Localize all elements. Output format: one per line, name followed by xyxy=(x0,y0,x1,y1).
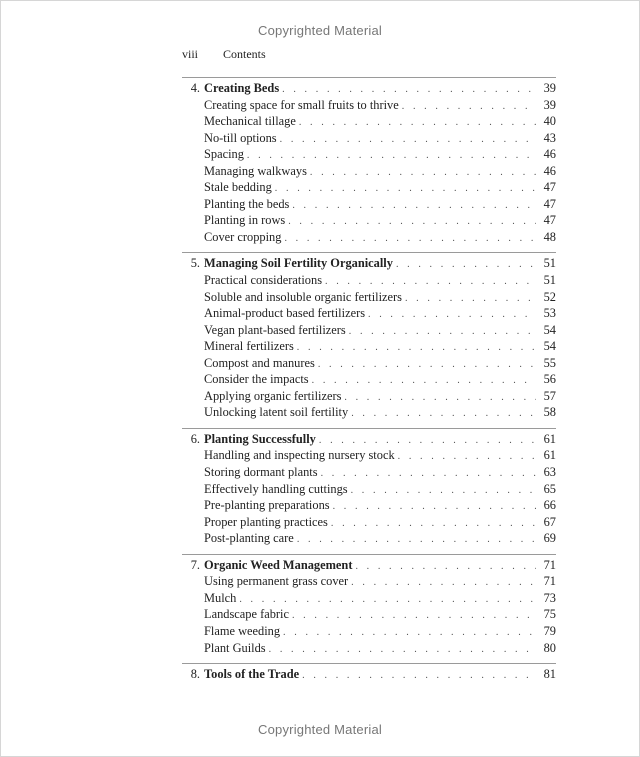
section-title: Post-planting care xyxy=(204,531,294,546)
dot-leader xyxy=(284,233,536,244)
section-title: Creating space for small fruits to thrive xyxy=(204,97,399,112)
page-folio: viii xyxy=(182,47,199,61)
dot-leader xyxy=(292,200,536,211)
dot-leader xyxy=(368,309,536,320)
chapter-number: 5. xyxy=(190,256,200,271)
dot-leader xyxy=(318,359,536,370)
dot-leader xyxy=(319,435,536,446)
toc-chapter-entry[interactable] xyxy=(182,256,556,273)
chapter-page-number: 39 xyxy=(543,81,556,95)
section-title: Mineral fertilizers xyxy=(204,339,294,354)
section-title: Soluble and insoluble organic fertilizers xyxy=(204,289,402,304)
toc-chapter xyxy=(182,252,556,427)
section-page-number: 63 xyxy=(543,465,556,480)
dot-leader xyxy=(275,183,536,194)
chapter-page-number: 51 xyxy=(543,256,556,271)
dot-leader xyxy=(302,670,536,681)
toc-chapter-entry[interactable] xyxy=(182,432,556,449)
chapter-page-number: 71 xyxy=(543,557,556,572)
toc-section-entry[interactable] xyxy=(182,339,556,356)
section-page-number: 51 xyxy=(543,273,556,288)
section-page-number: 47 xyxy=(543,180,556,195)
section-page-number: 47 xyxy=(543,196,556,211)
toc-chapter-entry[interactable] xyxy=(182,558,556,575)
dot-leader xyxy=(292,610,536,621)
section-page-number: 56 xyxy=(543,372,556,387)
section-title: Landscape fabric xyxy=(204,607,289,622)
watermark-top: Copyrighted Material xyxy=(258,23,382,38)
chapter-title: Tools of the Trade xyxy=(204,667,300,682)
chapter-title: Organic Weed Management xyxy=(204,557,353,572)
section-page-number: 79 xyxy=(543,623,556,638)
dot-leader xyxy=(331,518,536,529)
chapter-title: Planting Successfully xyxy=(204,431,316,446)
dot-leader xyxy=(351,577,536,588)
section-title: Planting the beds xyxy=(204,196,290,211)
dot-leader xyxy=(344,392,536,403)
section-page-number: 71 xyxy=(543,574,556,589)
chapter-title: Managing Soil Fertility Organically xyxy=(204,256,393,271)
section-title: Pre-planting preparations xyxy=(204,498,330,513)
section-page-number: 40 xyxy=(543,114,556,129)
dot-leader xyxy=(280,134,536,145)
section-page-number: 54 xyxy=(543,322,556,337)
chapter-number: 8. xyxy=(190,667,200,682)
toc-section-entry[interactable] xyxy=(182,591,556,608)
toc-section-entry[interactable] xyxy=(182,356,556,373)
chapter-number: 6. xyxy=(190,431,200,446)
toc-section-entry[interactable] xyxy=(182,290,556,307)
section-title: No-till options xyxy=(204,130,277,145)
dot-leader xyxy=(269,644,536,655)
section-page-number: 53 xyxy=(543,306,556,321)
dot-leader xyxy=(297,534,536,545)
section-title: Flame weeding xyxy=(204,623,281,638)
section-title: Effectively handling cuttings xyxy=(204,481,348,496)
dot-leader xyxy=(297,342,536,353)
toc-section-entry[interactable] xyxy=(182,465,556,482)
section-page-number: 65 xyxy=(543,481,556,496)
section-page-number: 57 xyxy=(543,388,556,403)
dot-leader xyxy=(402,101,536,112)
dot-leader xyxy=(282,84,536,95)
section-title: Stale bedding xyxy=(204,180,272,195)
toc-section-entry[interactable] xyxy=(182,482,556,499)
toc-section-entry[interactable] xyxy=(182,624,556,641)
section-title: Spacing xyxy=(204,147,244,162)
dot-leader xyxy=(299,117,536,128)
dot-leader xyxy=(283,627,536,638)
toc-section-entry[interactable] xyxy=(182,230,556,247)
dot-leader xyxy=(405,293,536,304)
section-page-number: 46 xyxy=(543,147,556,162)
toc-section-entry[interactable] xyxy=(182,114,556,131)
section-title: Applying organic fertilizers xyxy=(204,388,342,403)
chapter-number: 7. xyxy=(190,557,200,572)
toc-section-entry[interactable] xyxy=(182,515,556,532)
section-page-number: 39 xyxy=(543,97,556,112)
section-title: Practical considerations xyxy=(204,273,323,288)
toc-chapter-entry[interactable] xyxy=(182,81,556,98)
watermark-bottom: Copyrighted Material xyxy=(258,722,382,737)
toc-section-entry[interactable] xyxy=(182,180,556,197)
section-title: Mechanical tillage xyxy=(204,114,296,129)
section-page-number: 69 xyxy=(543,531,556,546)
section-page-number: 46 xyxy=(543,163,556,178)
toc-section-entry[interactable] xyxy=(182,389,556,406)
toc-section-entry[interactable] xyxy=(182,574,556,591)
section-page-number: 58 xyxy=(543,405,556,420)
section-title: Using permanent grass cover xyxy=(204,574,349,589)
running-head xyxy=(182,47,266,62)
toc-section-entry[interactable] xyxy=(182,147,556,164)
dot-leader xyxy=(351,485,536,496)
section-title: Unlocking latent soil fertility xyxy=(204,405,349,420)
section-page-number: 54 xyxy=(543,339,556,354)
dot-leader xyxy=(239,594,536,605)
toc-section-entry[interactable] xyxy=(182,213,556,230)
section-page-number: 48 xyxy=(543,229,556,244)
dot-leader xyxy=(312,375,536,386)
toc-chapter-entry[interactable] xyxy=(182,667,556,684)
section-title: Planting in rows xyxy=(204,213,286,228)
section-title: Handling and inspecting nursery stock xyxy=(204,448,395,463)
toc-section-entry[interactable] xyxy=(182,372,556,389)
section-page-number: 43 xyxy=(543,130,556,145)
section-title: Plant Guilds xyxy=(204,640,266,655)
section-page-number: 52 xyxy=(543,289,556,304)
section-title: Cover cropping xyxy=(204,229,282,244)
dot-leader xyxy=(396,259,536,270)
toc-chapter xyxy=(182,428,556,554)
chapter-page-number: 61 xyxy=(543,431,556,446)
dot-leader xyxy=(325,276,536,287)
section-page-number: 66 xyxy=(543,498,556,513)
toc-section-entry[interactable] xyxy=(182,405,556,422)
toc-chapter xyxy=(182,663,556,690)
dot-leader xyxy=(355,561,536,572)
section-page-number: 47 xyxy=(543,213,556,228)
toc-section-entry[interactable] xyxy=(182,306,556,323)
section-title: Storing dormant plants xyxy=(204,465,318,480)
dot-leader xyxy=(247,150,536,161)
section-title: Managing walkways xyxy=(204,163,307,178)
section-title: Compost and manures xyxy=(204,355,315,370)
section-page-number: 61 xyxy=(543,448,556,463)
section-page-number: 55 xyxy=(543,355,556,370)
toc-chapter xyxy=(182,554,556,663)
section-page-number: 80 xyxy=(543,640,556,655)
section-page-number: 67 xyxy=(543,514,556,529)
toc-section-entry[interactable] xyxy=(182,164,556,181)
toc-section-entry[interactable] xyxy=(182,323,556,340)
toc-chapter xyxy=(182,77,556,252)
chapter-page-number: 81 xyxy=(543,667,556,682)
toc-section-entry[interactable] xyxy=(182,641,556,658)
section-title: Proper planting practices xyxy=(204,514,328,529)
toc-section-entry[interactable] xyxy=(182,531,556,548)
chapter-number: 4. xyxy=(190,81,200,95)
section-title: Vegan plant-based fertilizers xyxy=(204,322,346,337)
toc-section-entry[interactable] xyxy=(182,197,556,214)
toc-section-entry[interactable] xyxy=(182,448,556,465)
dot-leader xyxy=(288,216,536,227)
dot-leader xyxy=(310,167,536,178)
running-head-title: Contents xyxy=(223,47,266,61)
toc-section-entry[interactable] xyxy=(182,273,556,290)
toc-section-entry[interactable] xyxy=(182,498,556,515)
section-title: Consider the impacts xyxy=(204,372,309,387)
toc-section-entry[interactable] xyxy=(182,131,556,148)
dot-leader xyxy=(321,468,536,479)
chapter-title: Creating Beds xyxy=(204,81,280,95)
toc-section-entry[interactable] xyxy=(182,607,556,624)
toc-section-entry[interactable] xyxy=(182,98,556,115)
section-title: Animal-product based fertilizers xyxy=(204,306,366,321)
section-page-number: 73 xyxy=(543,590,556,605)
dot-leader xyxy=(398,451,536,462)
dot-leader xyxy=(333,501,536,512)
section-page-number: 75 xyxy=(543,607,556,622)
section-title: Mulch xyxy=(204,590,237,605)
dot-leader xyxy=(351,408,536,419)
table-of-contents xyxy=(182,77,556,690)
dot-leader xyxy=(349,326,536,337)
